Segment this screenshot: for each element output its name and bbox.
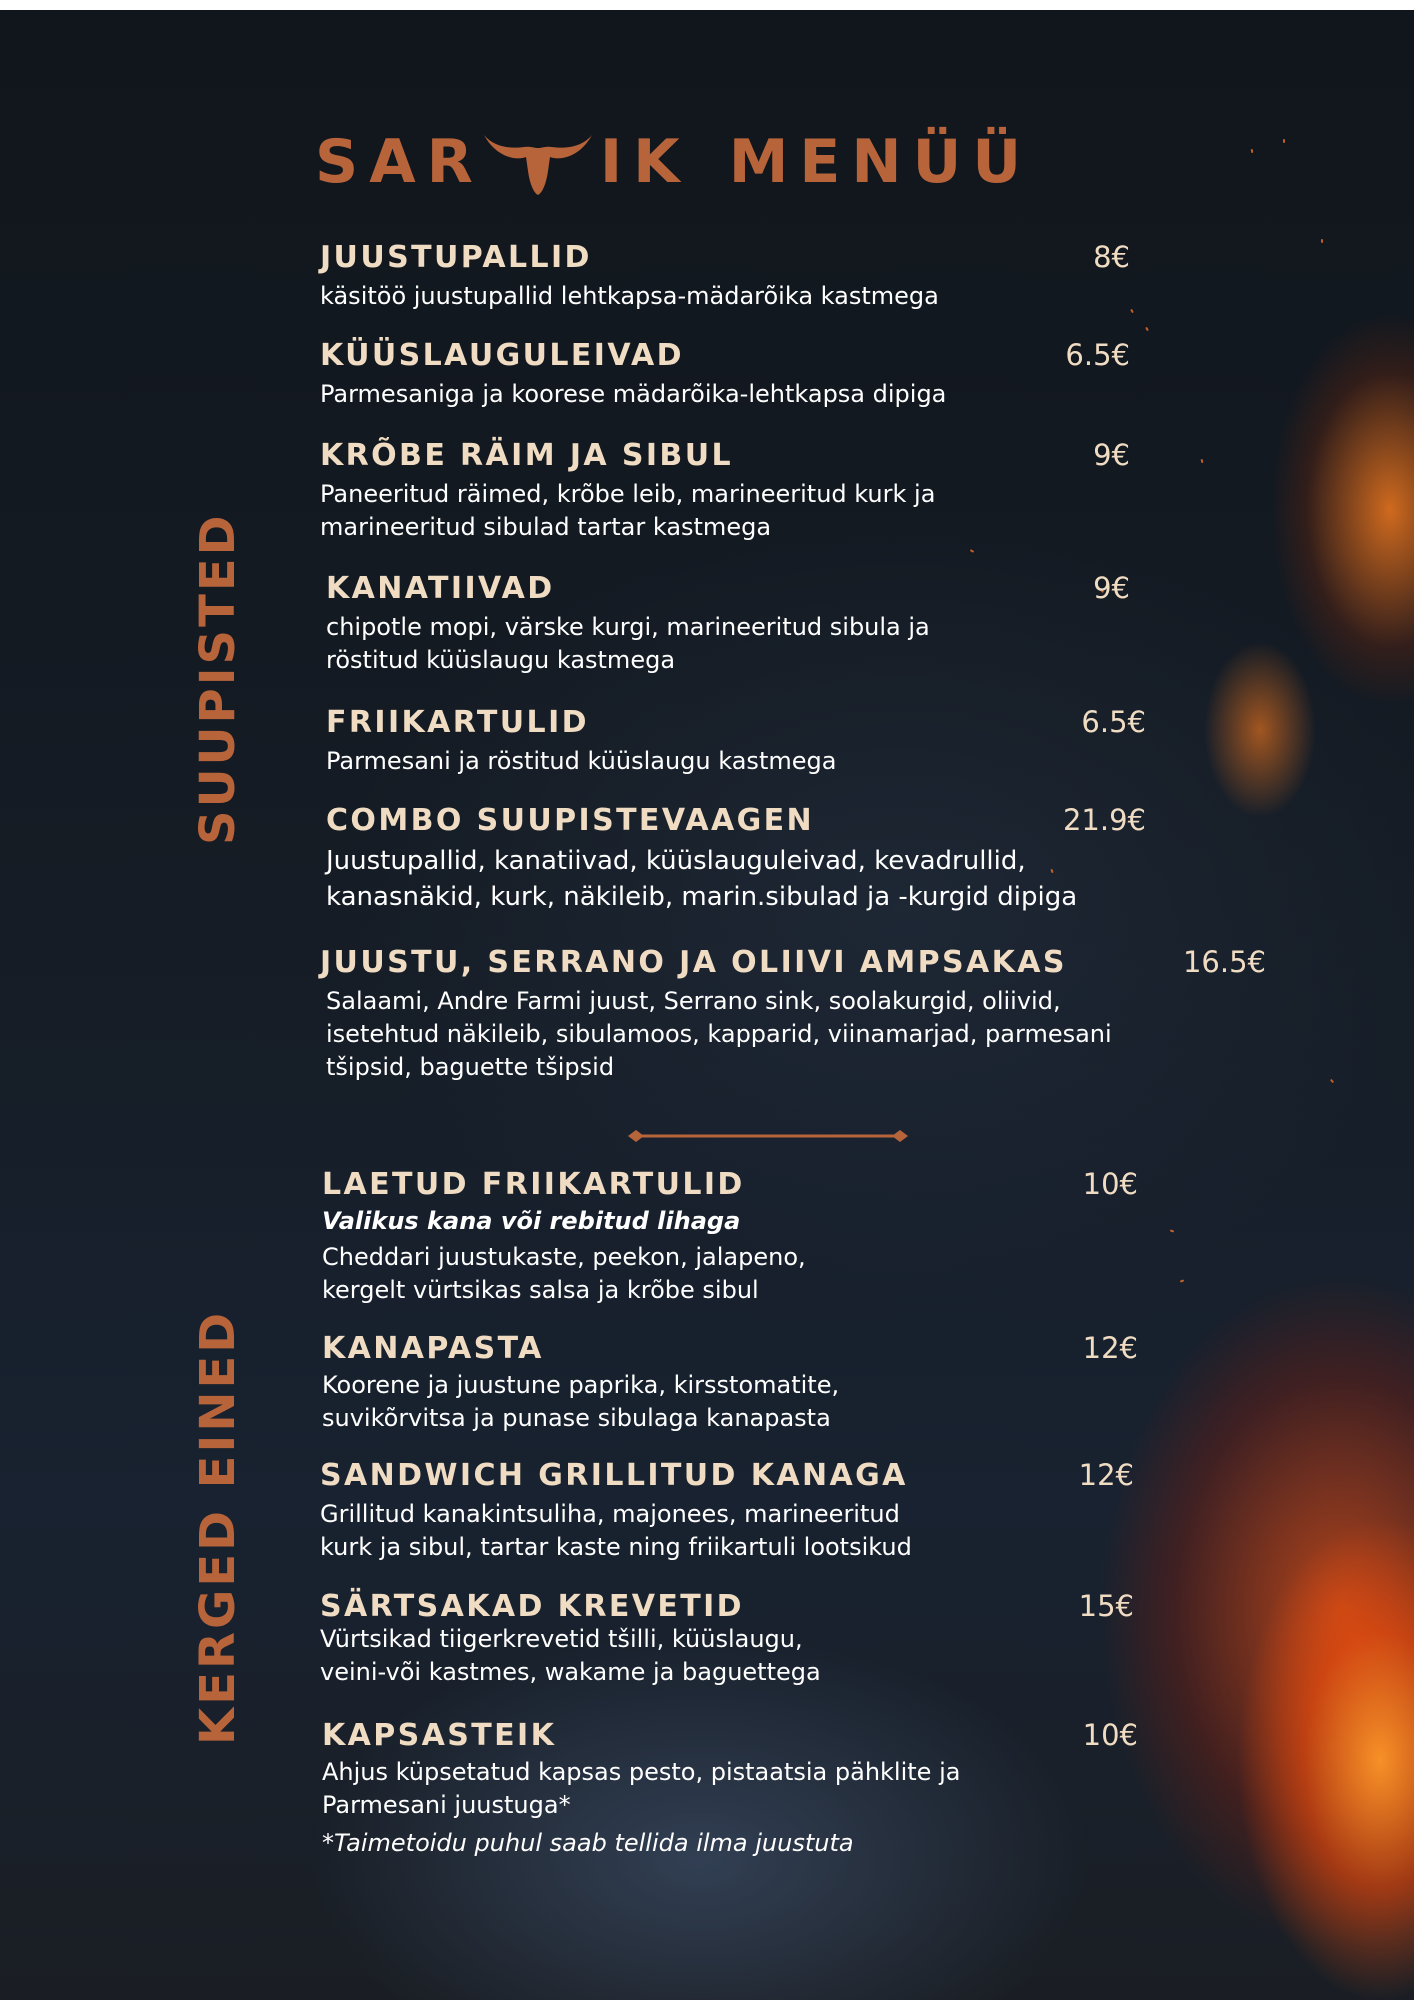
- item-name: JUUSTUPALLID: [320, 240, 592, 275]
- item-description: Cheddari juustukaste, peekon, jalapeno, kergelt vürtsikas salsa ja krõbe sibul: [322, 1243, 806, 1304]
- item-description: Vürtsikad tiigerkrevetid tšilli, küüslaugu, veini-või kastmes, wakame ja baguettega: [320, 1625, 821, 1686]
- item-name: LAETUD FRIIKARTULID: [322, 1167, 745, 1202]
- brand-name-left: SAR: [315, 127, 484, 197]
- item-subtitle: Valikus kana või rebitud lihaga: [322, 1207, 741, 1235]
- item-price: 12€: [1078, 1458, 1134, 1492]
- item-name: KRÕBE RÄIM JA SIBUL: [320, 438, 733, 473]
- section-title-snacks: SUUPISTED: [190, 512, 246, 845]
- item-description: Ahjus küpsetatud kapsas pesto, pistaatsia pähklite ja Parmesani juustuga*: [322, 1758, 961, 1819]
- brand-name-right: IK: [599, 127, 691, 197]
- item-price: 12€: [1082, 1331, 1138, 1365]
- item-name: COMBO SUUPISTEVAAGEN: [326, 803, 815, 838]
- item-name: FRIIKARTULID: [326, 705, 589, 740]
- item-description: Parmesani ja röstitud küüslaugu kastmega: [326, 747, 837, 775]
- item-price: 8€: [1093, 240, 1130, 274]
- item-price: 6.5€: [1065, 338, 1130, 372]
- item-name: KÜÜSLAUGULEIVAD: [320, 338, 684, 373]
- section-divider: [628, 1127, 908, 1145]
- item-name: KANATIIVAD: [326, 571, 555, 606]
- item-description: Grillitud kanakintsuliha, majonees, marineeritud kurk ja sibul, tartar kaste ning friikartuli lootsikud: [320, 1500, 912, 1561]
- item-name: JUUSTU, SERRANO JA OLIIVI AMPSAKAS: [320, 945, 1067, 980]
- item-price: 10€: [1082, 1718, 1138, 1752]
- bull-horns-icon: [482, 127, 594, 197]
- item-price: 9€: [1093, 571, 1130, 605]
- item-description: käsitöö juustupallid lehtkapsa-mädarõika kastmega: [320, 282, 939, 310]
- item-price: 10€: [1082, 1167, 1138, 1201]
- item-price: 21.9€: [1062, 803, 1146, 837]
- item-price: 16.5€: [1182, 945, 1266, 979]
- item-description: Paneeritud räimed, krõbe leib, marineeritud kurk ja marineeritud sibulad tartar kastmega: [320, 480, 936, 541]
- item-description: chipotle mopi, värske kurgi, marineeritud sibula ja röstitud küüslaugu kastmega: [326, 613, 930, 674]
- item-description: Salaami, Andre Farmi juust, Serrano sink, soolakurgid, oliivid, isetehtud näkileib, sibulamoos, kapparid, viinamarjad, parmesani tšipsid, baguette tšipsid: [326, 987, 1112, 1081]
- section-title-light-meals: KERGED EINED: [190, 1309, 246, 1745]
- item-price: 15€: [1078, 1589, 1134, 1623]
- brand-logo: [315, 122, 1032, 202]
- item-name: KAPSASTEIK: [322, 1718, 557, 1753]
- item-description: Koorene ja juustune paprika, kirsstomatite, suvikõrvitsa ja punase sibulaga kanapasta: [322, 1371, 840, 1432]
- item-price: 6.5€: [1081, 705, 1146, 739]
- menu-heading: MENÜÜ: [728, 127, 1033, 197]
- item-name: KANAPASTA: [322, 1331, 544, 1366]
- item-note: *Taimetoidu puhul saab tellida ilma juustuta: [322, 1829, 854, 1857]
- item-price: 9€: [1093, 438, 1130, 472]
- item-description: Juustupallid, kanatiivad, küüslauguleivad, kevadrullid, kanasnäkid, kurk, näkileib, marin.sibulad ja -kurgid dipiga: [326, 846, 1078, 912]
- item-name: SANDWICH GRILLITUD KANAGA: [320, 1458, 908, 1493]
- item-name: SÄRTSAKAD KREVETID: [320, 1589, 744, 1624]
- item-description: Parmesaniga ja koorese mädarõika-lehtkapsa dipiga: [320, 380, 947, 408]
- menu-page: [0, 10, 1414, 2000]
